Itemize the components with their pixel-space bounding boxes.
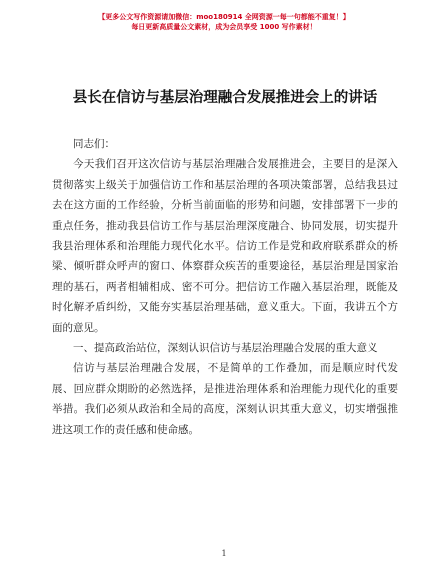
paragraph-section-1: 信访与基层治理融合发展，不是简单的工作叠加，而是顺应时代发展、回应群众期盼的必然选择，是推进治理体系和治理能力现代化的重要举措。我们必须从政治和全局的高度，深刻认识其重大意义，切实增强推进这项工作的责任感和使命感。 xyxy=(52,362,398,436)
promo-banner xyxy=(0,12,448,32)
greeting: 同志们： xyxy=(73,138,115,150)
page-number: 1 xyxy=(221,549,227,558)
banner-line-2: 每日更新高质量公文素材，成为会员享受 1000 写作素材！ xyxy=(131,23,317,31)
document-body xyxy=(52,134,398,440)
paragraph-intro: 今天我们召开这次信访与基层治理融合发展推进会，主要目的是深入贯彻落实上级关于加强信访工作和基层治理的各项决策部署，总结我县过去在这方面的工作经验，分析当前面临的形势和问题，安排部署下一步的重点任务，推动我县信访工作与基层治理深度融合、协同发展，切实提升我县治理体系和治理能力现代化水平。信访工作是党和政府联系群众的桥梁、倾听群众呼声的窗口、体察群众疾苦的重要途径，基层治理是国家治理的基石，两者相辅相成、密不可分。把信访工作融入基层治理，既能及时化解矛盾纠纷，又能夯实基层治理基础，意义重大。下面，我讲五个方面的意见。 xyxy=(52,158,398,334)
document-title: 县长在信访与基层治理融合发展推进会上的讲话 xyxy=(72,90,378,106)
banner-line-1: 【更多公文写作资源请加微信：moo180914 全网资源一每一句都能不重复！】 xyxy=(98,13,350,21)
section-heading-1: 一、提高政治站位，深刻认识信访与基层治理融合发展的重大意义 xyxy=(73,342,378,355)
